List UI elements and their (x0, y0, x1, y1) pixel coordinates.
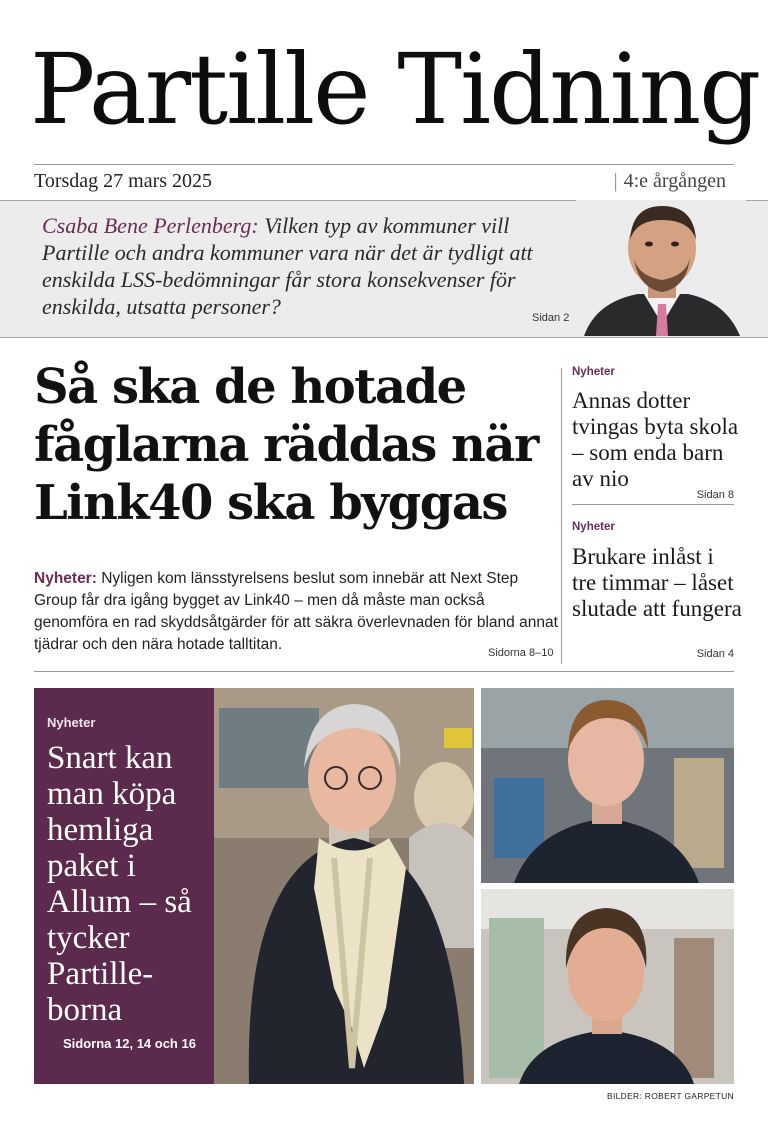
side-story-1-headline[interactable]: Annas dotter tvingas byta skola – som enda barn av nio (572, 388, 739, 491)
lead-summary (34, 568, 559, 656)
opinion-author: Csaba Bene Perlenberg: (42, 213, 259, 238)
opinion-page-ref: Sidan 2 (532, 312, 570, 324)
issue-volume (614, 170, 726, 193)
columnist-portrait (576, 200, 746, 336)
opinion-quote[interactable] (42, 212, 567, 320)
photo-credit: BILDER: ROBERT GARPETUN (606, 1091, 734, 1101)
feature-kicker: Nyheter (47, 715, 96, 730)
side-story-2-kicker: Nyheter (572, 521, 615, 533)
column-divider (561, 368, 562, 664)
newspaper-masthead: Partille Tidning (30, 33, 760, 146)
photo-woman-in-mall (214, 688, 474, 1084)
photo-young-man (481, 688, 734, 883)
volume-label: 4:e årgången (623, 170, 726, 192)
side-story-1-page-ref: Sidan 8 (696, 489, 734, 501)
side-story-1-kicker: Nyheter (572, 366, 615, 378)
divider-bar: | (613, 170, 618, 192)
masthead-divider (34, 164, 734, 165)
feature-headline[interactable]: Snart kan man köpa hemliga paket i Allum – så tycker Partille-borna (47, 740, 192, 1028)
lead-page-ref: Sidorna 8–10 (488, 647, 554, 659)
lead-body-text: Nyligen kom länsstyrelsens beslut som innebär att Next Step Group får dra igång bygget av Link40 – men då måste man också genomföra en rad skyddsåtgärder för att säkra överlevnaden för bland annat tjädrar och den nära hotade talltitan. (34, 570, 558, 653)
side-story-2-headline[interactable]: Brukare inlåst i tre timmar – låset slutade att fungera (572, 544, 742, 621)
section-divider (34, 671, 734, 672)
side-story-divider (572, 504, 734, 505)
lead-headline[interactable]: Så ska de hotade fåglarna räddas när Link40 ska byggas (34, 359, 538, 531)
feature-page-ref: Sidorna 12, 14 och 16 (63, 1036, 196, 1051)
issue-date: Torsdag 27 mars 2025 (34, 170, 213, 192)
photo-young-woman (481, 889, 734, 1084)
side-story-2-page-ref: Sidan 4 (696, 648, 734, 660)
lead-kicker: Nyheter: (34, 570, 97, 587)
opinion-quote-text: Vilken typ av kommuner vill Partille och andra kommuner vara när det är tydligt att enskilda LSS-bedömningar får stora konsekvenser för enskilda, utsatta personer? (42, 213, 533, 319)
